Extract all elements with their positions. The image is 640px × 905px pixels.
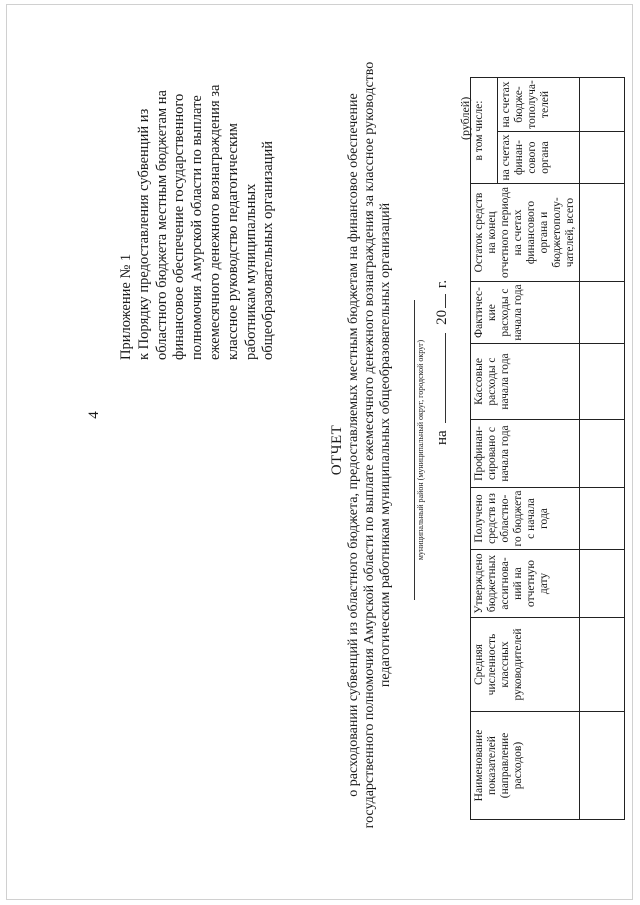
year-blank <box>445 294 446 308</box>
table-row <box>580 77 625 819</box>
header-avg-count: Средняя численность классных руководителей <box>471 618 580 712</box>
table-cell <box>580 132 625 184</box>
table-cell <box>580 618 625 712</box>
table-cell <box>580 184 625 282</box>
header-approved: Утверждено бюджетных ассигнова-ний на отчетную дату <box>471 550 580 618</box>
table-cell <box>580 550 625 618</box>
table-cell <box>580 77 625 131</box>
header-including: в том числе: <box>471 77 498 183</box>
header-received: Получено средств из областно-го бюджета с начала года <box>471 488 580 550</box>
date-blank <box>445 333 446 423</box>
header-actual-expenses: Фактичес-кие расходы с начала года <box>471 282 580 344</box>
table-cell <box>580 420 625 488</box>
header-indicator-name: Наименование показателей (направление расходов) <box>471 712 580 820</box>
header-financed: Профинан-сировано с начала года <box>471 420 580 488</box>
appendix-header <box>118 50 278 360</box>
date-year: 20 <box>434 309 450 325</box>
date-prefix: на <box>434 430 450 445</box>
report-table <box>470 77 625 820</box>
district-caption: муниципальный район (муниципальный округ, городской округ) <box>414 300 425 600</box>
units-label: (рублей) <box>458 96 472 140</box>
table-cell <box>580 344 625 420</box>
page-number: 4 <box>86 411 102 419</box>
header-balance-total: Остаток средств на конец отчетного периода на счетах финансового органа и бюджетополу-чателей, всего <box>471 184 580 282</box>
report-subtitle: о расходовании субвенций из областного бюджета, предоставляемых местным бюджетам на финансовое обеспечение государственного полномочия Амурской области по выплате ежемесячного денежного вознаграждения за классное руководство педагогическим работникам муниципальных общеобразовательных организаций <box>346 61 393 829</box>
table-cell <box>580 712 625 820</box>
report-title: ОТЧЕТ <box>329 424 345 476</box>
subheader-recipients: на счетах бюдже-тополуча-телей <box>498 77 580 131</box>
date-suffix: г. <box>434 279 450 289</box>
landscape-page <box>6 5 634 900</box>
appendix-number: Приложение № 1 <box>118 253 134 360</box>
report-date-line <box>434 125 451 445</box>
header-cash-expenses: Кассовые расходы с начала года <box>471 344 580 420</box>
subheader-finance-body: на счетах финан-сового органа <box>498 132 580 184</box>
table-cell <box>580 282 625 344</box>
appendix-body: к Порядку предоставления субвенций из областного бюджета местным бюджетам на финансовое обеспечение государственного полномочия Амурской области по выплате ежемесячного денежного вознаграждения за классное руководство педагогическим работникам муниципальных общеобразовательных организаций <box>135 84 277 360</box>
table-cell <box>580 488 625 550</box>
